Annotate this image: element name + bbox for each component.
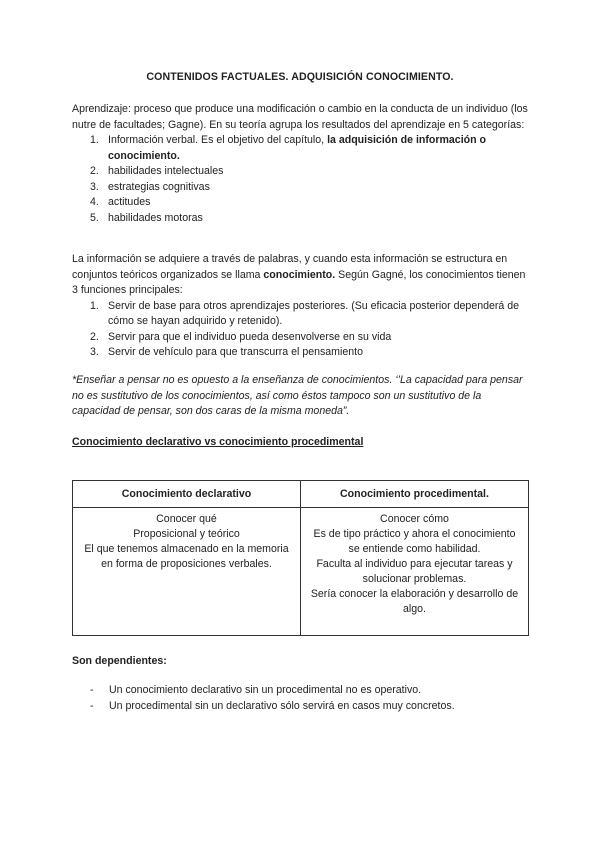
- intro-section: [72, 102, 530, 226]
- page-title: CONTENIDOS FACTUALES. ADQUISICIÓN CONOCIMIENTO.: [146, 71, 454, 83]
- list-item: 4. actitudes: [90, 196, 151, 208]
- list-item: - Un procedimental sin un declarativo sólo servirá en casos muy concretos.: [90, 699, 455, 712]
- intro-paragraph: Aprendizaje: proceso que produce una modificación o cambio en la conducta de un individuo (los nutre de facultades; Gagne). En su teoría agrupa los resultados del aprendizaje en 5 categorías:: [72, 103, 528, 131]
- table-cell-procedural: Conocer cómo Es de tipo práctico y ahora el conocimiento se entiende como habilidad. Faculta al individuo para ejecutar tareas y solucionar problemas. Sería conocer la elaboración y desarrollo de algo.: [301, 508, 529, 636]
- knowledge-functions-list: [72, 299, 530, 361]
- list-item: - Un conocimiento declarativo sin un procedimental no es operativo.: [90, 684, 422, 696]
- table-row: [73, 508, 529, 636]
- quote-paragraph: *Enseñar a pensar no es opuesto a la enseñanza de conocimientos. ‘’La capacidad para pensar no es sustitutivo de los conocimientos, así como éstos tampoco son un sustitutivo de la capacidad de pensar, son dos caras de la misma moneda”.: [72, 374, 523, 417]
- list-item: 2. habilidades intelectuales: [90, 165, 224, 177]
- list-item: 1. Servir de base para otros aprendizajes posteriores. (Su eficacia posterior dependerá de cómo se hayan adquirido y retenido).: [90, 299, 520, 327]
- info-paragraph: La información se adquiere a través de palabras, y cuando esta información se estructura en conjuntos teóricos organizados se llama conocimiento. Según Gagné, los conocimientos tienen 3 funciones principales:: [72, 253, 526, 296]
- table-header: Conocimiento declarativo: [73, 481, 301, 508]
- comparison-table: [72, 480, 529, 636]
- list-item: 3. Servir de vehículo para que transcurra el pensamiento: [90, 346, 363, 358]
- list-item: 3. estrategias cognitivas: [90, 180, 210, 193]
- dependents-list: [72, 683, 530, 714]
- section-heading: Conocimiento declarativo vs conocimiento procedimental: [72, 436, 364, 448]
- table-header-row: [73, 481, 529, 508]
- list-item: 2. Servir para que el individuo pueda desenvolverse en su vida: [90, 330, 392, 343]
- learning-categories-list: [72, 133, 530, 226]
- table-header: Conocimiento procedimental.: [301, 481, 529, 508]
- table-cell-declarative: Conocer qué Proposicional y teórico El que tenemos almacenado en la memoria en forma de proposiciones verbales.: [73, 508, 301, 636]
- info-section: [72, 252, 530, 361]
- list-item: 5. habilidades motoras: [90, 211, 203, 224]
- dependents-heading: Son dependientes:: [72, 655, 167, 667]
- list-item: 1. Información verbal. Es el objetivo del capítulo, la adquisición de información o conocimiento.: [90, 134, 486, 162]
- dependents-section: [72, 683, 530, 714]
